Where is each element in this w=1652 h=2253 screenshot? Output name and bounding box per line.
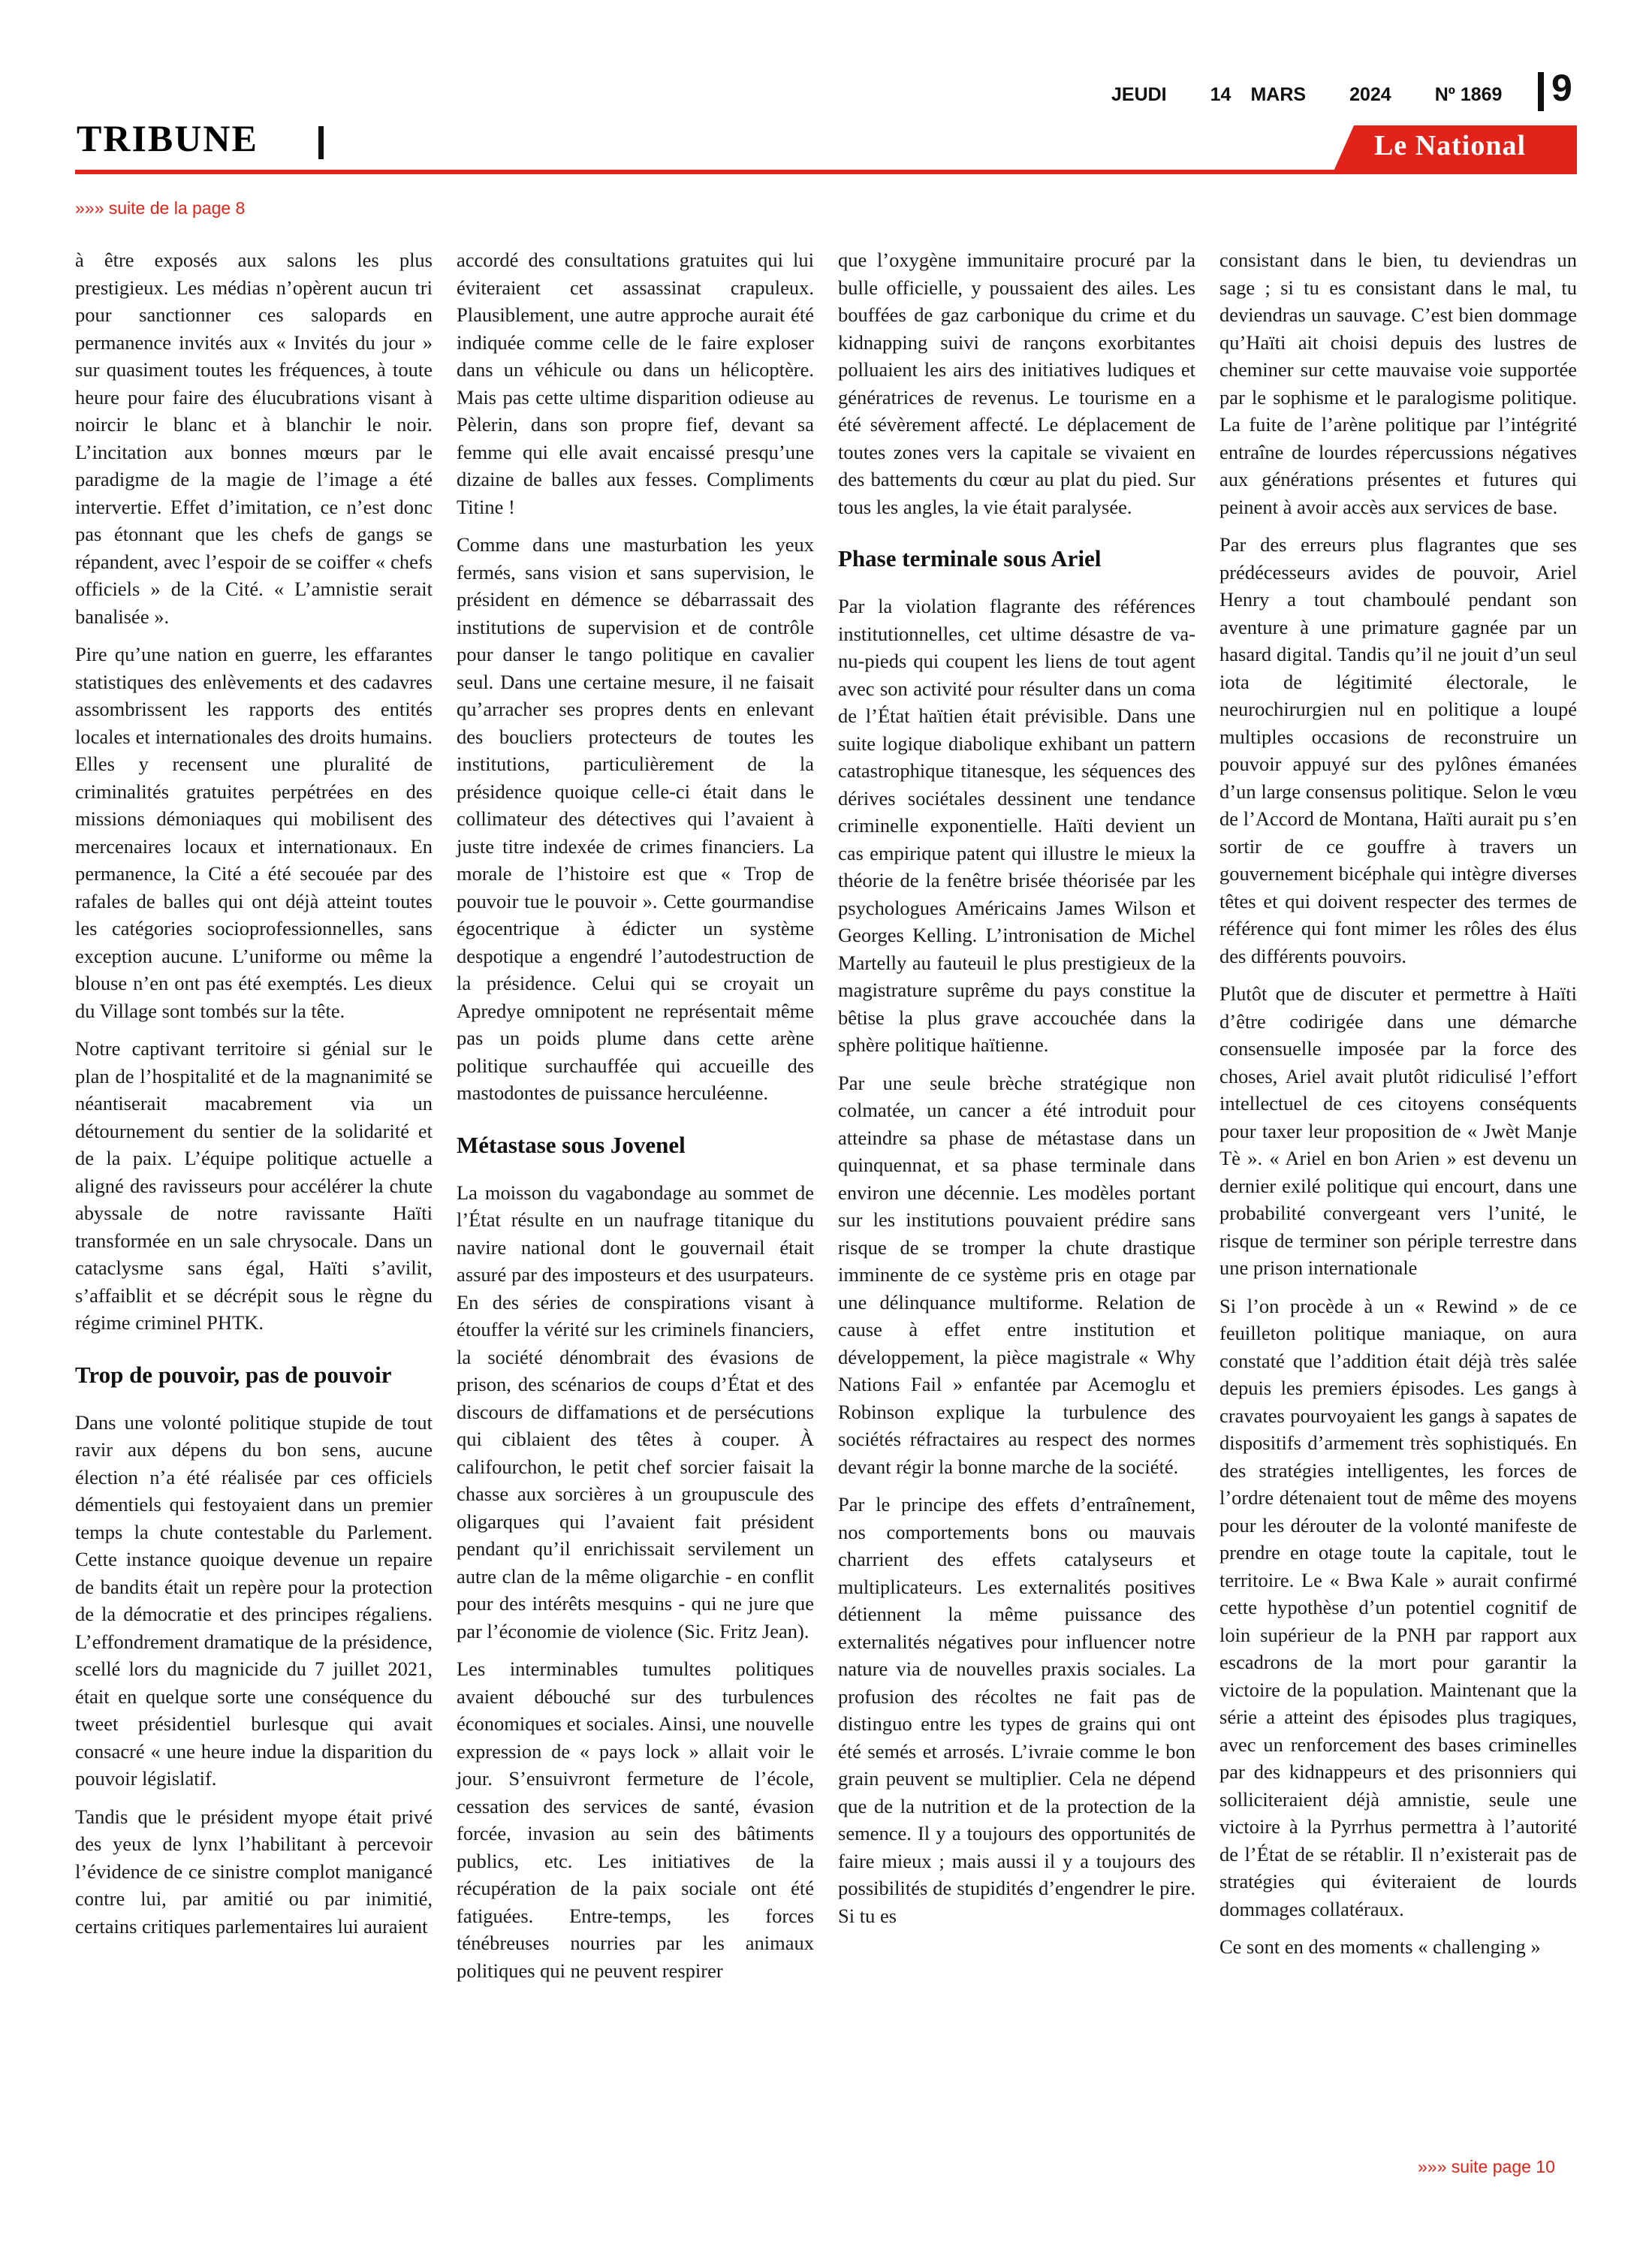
issue-year: 2024 [1349,84,1391,105]
newspaper-brand: Le National [1374,130,1527,161]
article-column-1 [75,246,433,1950]
article-paragraph: Pire qu’une nation en guerre, les effarantes statistiques des enlèvements et des cadavres assombrissent les rapports des entités locales et internationales des droits humains. Elles y recensent une pluralité de criminalités gratuites perpétrées en des missions démoniaques qui mobilisent des mercenaires locaux et internationaux. En permanence, la Cité a été secouée par des rafales de balles qui ont déjà atteint toutes les catégories socioprofessionnelles, sans exception aucune. L’uniforme ou même la blouse n’en ont pas été exemptés. Les dieux du Village sont tombés sur la tête. [75,643,433,1022]
page-number-separator [1538,72,1544,111]
continued-from-link[interactable]: »»» suite de la page 8 [75,198,246,218]
continued-to-link[interactable]: »»» suite page 10 [1418,2157,1555,2176]
article-paragraph: Si l’on procède à un « Rewind » de ce feuilleton politique maniaque, on aura constaté que l’addition était déjà très salée depuis les premiers épisodes. Les gangs à cravates pourvoyaient les gangs à sapates de dispositifs d’armement très sophistiqués. En des stratégies intelligentes, les forces de l’ordre détenaient tout de même des moyens pour les dérouter de la volonté manifeste de prendre en otage toute la capitale, tout le territoire. Le « Bwa Kale » aurait confirmé cette hypothèse d’un potentiel cognitif de loin supérieur de la PNH par rapport aux escadrons de la mort pour garantir la victoire de la population. Maintenant que la série a atteint des épisodes plus tragiques, avec un renforcement des bases criminelles par des kidnappeurs et des prisonniers qui solliciteraient déjà amnistie, seule une victoire à la Pyrrhus permettra à l’autorité de l’État de se rétablir. Il n’existerait pas de stratégies qui éviteraient de lourds dommages collatéraux. [1219,1294,1577,1920]
article-paragraph: Par des erreurs plus flagrantes que ses prédécesseurs avides de pouvoir, Ariel Henry a tout chamboulé pendant son aventure à une primature gagnée par un hasard digital. Tandis qu’il ne jouit d’un seul iota de légitimité électorale, le neurochirurgien nul en politique a loupé multiples occasions de reconstruire un pouvoir appuyé sur des pylônes émanées d’un large consensus politique. Selon le vœu de l’Accord de Montana, Haïti aurait pu s’en sortir de ce gouffre à travers un gouvernement bicéphale qui intègre diverses têtes et qui doivent respecter des termes de référence qui font mimer les rôles des élus des différents pouvoirs. [1219,533,1577,967]
article-paragraph: Les interminables tumultes politiques avaient débouché sur des turbulences économiques et sociales. Ainsi, une nouvelle expression de « pays lock » allait voir le jour. S’ensuivront fermeture de l’école, cessation des services de santé, évasion forcée, invasion au sein des bâtiments publics, etc. Les initiatives de la récupération de la paix sociale ont été fatiguées. Entre-temps, les forces ténébreuses nourries par les animaux politiques qui ne peuvent respirer [457,1657,814,1982]
section-title-separator [318,126,324,159]
article-paragraph: Par le principe des effets d’entraînement, nos comportements bons ou mauvais charrient des effets catalyseurs et multiplicateurs. Les externalités positives détiennent la même puissance des externalités négatives pour influencer notre nature via de nouvelles praxis sociales. La profusion des récoltes ne fait pas de distinguo entre les types de grains qui ont été semés et arrosés. L’ivraie comme le bon grain peuvent se multiplier. Cela ne dépend que de la nutrition et de la protection de la semence. Il y a toujours des opportunités de faire mieux ; mais aussi il y a toujours des possibilités de stupidités d’engendrer le pire. Si tu es [838,1493,1195,1927]
article-paragraph: Notre captivant territoire si génial sur le plan de l’hospitalité et de la magnanimité se néantiserait macabrement via un détournement du sentier de la solidarité et de la paix. L’équipe politique actuelle a aligné des ravisseurs pour accélérer la chute abyssale de notre ravissante Haïti transformée en un sale chrysocale. Dans un cataclysme sans égal, Haïti s’avilit, s’affaiblit et se décrépit sous le règne du régime criminel PHTK. [75,1037,433,1334]
article-paragraph: à être exposés aux salons les plus prestigieux. Les médias n’opèrent aucun tri pour sanctionner ces salopards en permanence invités aux « Invités du jour » sur quasiment toutes les fréquences, à toute heure pour faire des élucubrations visant à noircir le blanc et à blanchir le noir. L’incitation aux bonnes mœurs par le paradigme de la magie de l’image a été intervertie. Effet d’imitation, ce n’est donc pas étonnant que les chefs de gangs se répandent, avec l’espoir de se coiffer « chefs officiels » de la Cité. « L’amnistie serait banalisée ». [75,249,433,628]
article-paragraph: Tandis que le président myope était privé des yeux de lynx l’habilitant à percevoir l’évidence de ce sinistre complot manigancé contre lui, par amitié ou par inimitié, certains critiques parlementaires lui auraient [75,1805,433,1938]
article-column-4 [1219,246,1577,1971]
issue-day: JEUDI [1111,84,1167,105]
section-heading: Trop de pouvoir, pas de pouvoir [75,1361,392,1388]
issue-info [1111,84,1521,106]
article-paragraph: Dans une volonté politique stupide de tout ravir aux dépens du bon sens, aucune élection n’a été réalisée par ces officiels démentiels qui festoyaient dans un premier temps la chute contestable du Parlement. Cette instance quoique devenue un repaire de bandits était un repère pour la protection de la démocratie et des principes régaliens. L’effondrement dramatique de la présidence, scellé lors du magnicide du 7 juillet 2021, était en quelque sorte une conséquence du tweet présidentiel burlesque qui avait consacré « une heure indue la disparition du pouvoir législatif. [75,1410,433,1790]
article-paragraph: consistant dans le bien, tu deviendras un sage ; si tu es consistant dans le mal, tu deviendras un sauvage. C’est bien dommage qu’Haïti ait choisi depuis des lustres de cheminer sur cette mauvaise voie supportée par le sophisme et le paralogisme politique. La fuite de l’arène politique par l’intégrité entraîne de lourdes répercussions négatives aux générations présentes et futures qui peinent à avoir accès aux services de base. [1219,249,1577,518]
issue-date: 14 [1210,84,1231,105]
article-paragraph: que l’oxygène immunitaire procuré par la bulle officielle, y poussaient des ailes. Les bouffées de gaz carbonique du crime et du kidnapping suivi de rançons exorbitantes polluaient les airs des initiatives ludiques et génératrices de revenus. Le tourisme en a été sévèrement affecté. Le déplacement de toutes zones vers la capitale se vivaient en des battements du cœur au plat du pied. Sur tous les angles, la vie était paralysée. [838,249,1195,518]
article-column-2 [457,246,814,1995]
page-number: 9 [1551,67,1572,109]
section-heading: Phase terminale sous Ariel [838,545,1102,572]
section-title: TRIBUNE [77,117,258,159]
article-paragraph: Ce sont en des moments « challenging » [1219,1935,1541,1958]
issue-number: Nº 1869 [1434,84,1503,105]
header-rule [75,170,1577,174]
article-paragraph: Par la violation flagrante des références institutionnelles, cet ultime désastre de va-nu-pieds qui coupent les liens de tout agent avec son activité pour résulter dans un coma de l’État haïtien était prévisible. Dans une suite logique diabolique exhibant un pattern catastrophique titanesque, les séquences des dérives sociétales dessinent une tendance criminelle exponentielle. Haïti devient un cas empirique patent qui illustre le mieux la théorie de la fenêtre brisée théorisée par les psychologues Américains James Wilson et Georges Kelling. L’intronisation de Michel Martelly au fauteuil le plus prestigieux de la magistrature suprême du pays constitue la bêtise la plus grave accouchée dans la sphère politique haïtienne. [838,595,1195,1056]
issue-month: MARS [1250,84,1307,105]
article-paragraph: accordé des consultations gratuites qui lui éviteraient cet assassinat crapuleux. Plausiblement, une autre approche aurait été indiquée comme celle de le faire exploser dans un véhicule ou dans un hélicoptère. Mais pas cette ultime disparition odieuse au Pèlerin, dans son propre fief, devant sa femme qui elle avait encaissé presqu’une dizaine de balles aux fesses. Compliments Titine ! [457,249,814,518]
article-paragraph: La moisson du vagabondage au sommet de l’État résulte en un naufrage titanique du navire national dont le gouvernail était assuré par des imposteurs et des usurpateurs. En des séries de conspirations visant à étouffer la vérité sur les criminels financiers, la société dénombrait des évasions de prison, des scénarios de coups d’État et des discours de diffamations et de persécutions qui ciblaient des têtes à couper. À califourchon, le petit chef sorcier faisait la chasse aux sorcières à un groupuscule des oligarques qui l’avaient fait président pendant qu’il enrichissait servilement un autre clan de la même oligarchie - en conflit pour des intérêts mesquins - qui ne jure que par l’économie de violence (Sic. Fritz Jean). [457,1181,814,1642]
article-paragraph: Par une seule brèche stratégique non colmatée, un cancer a été introduit pour atteindre sa phase de métastase dans un quinquennat, et sa phase terminale dans environ une décennie. Les modèles portant sur les institutions pouvaient prédire sans risque de se tromper la chute drastique imminente de ce système pris en otage par une délinquance multiforme. Relation de cause à effet entre institution et développement, la pièce magistrale « Why Nations Fail » enfantée par Acemoglu et Robinson explique la turbulence des sociétés réfractaires au respect des normes devant régir la bonne marche de la société. [838,1071,1195,1478]
article-paragraph: Plutôt que de discuter et permettre à Haïti d’être codirigée dans une démarche consensuelle imposée par la force des choses, Ariel avait plutôt ridiculisé l’effort intellectuel de ces citoyens conséquents pour taxer leur proposition de « Jwèt Manje Tè ». « Ariel en bon Arien » est devenu un dernier exilé politique qui encourt, dans une probabilité convergeant vers l’unité, le risque de terminer son périple terrestre dans une prison internationale [1219,982,1577,1279]
article-paragraph: Comme dans une masturbation les yeux fermés, sans vision et sans supervision, le président en démence se débarrassait des institutions de supervision et de contrôle pour danser le tango politique en cavalier seul. Dans une certaine mesure, il ne faisait qu’arracher ses propres dents en enlevant des boucliers protecteurs de toutes les institutions, particulièrement de la présidence quoique celle-ci était dans le collimateur des détectives qui l’avaient à juste titre indexée de crimes financiers. La morale de l’histoire est que « Trop de pouvoir tue le pouvoir ». Cette gourmandise égocentrique à édicter un système despotique a engendré l’autodestruction de la présidence. Celui qui se croyait un Apredye omnipotent ne représentait même pas un poids plume dans cette arène politique surchauffée qui accueille des mastodontes de puissance herculéenne. [457,533,814,1104]
article-column-3 [838,246,1195,1940]
section-heading: Métastase sous Jovenel [457,1131,686,1158]
